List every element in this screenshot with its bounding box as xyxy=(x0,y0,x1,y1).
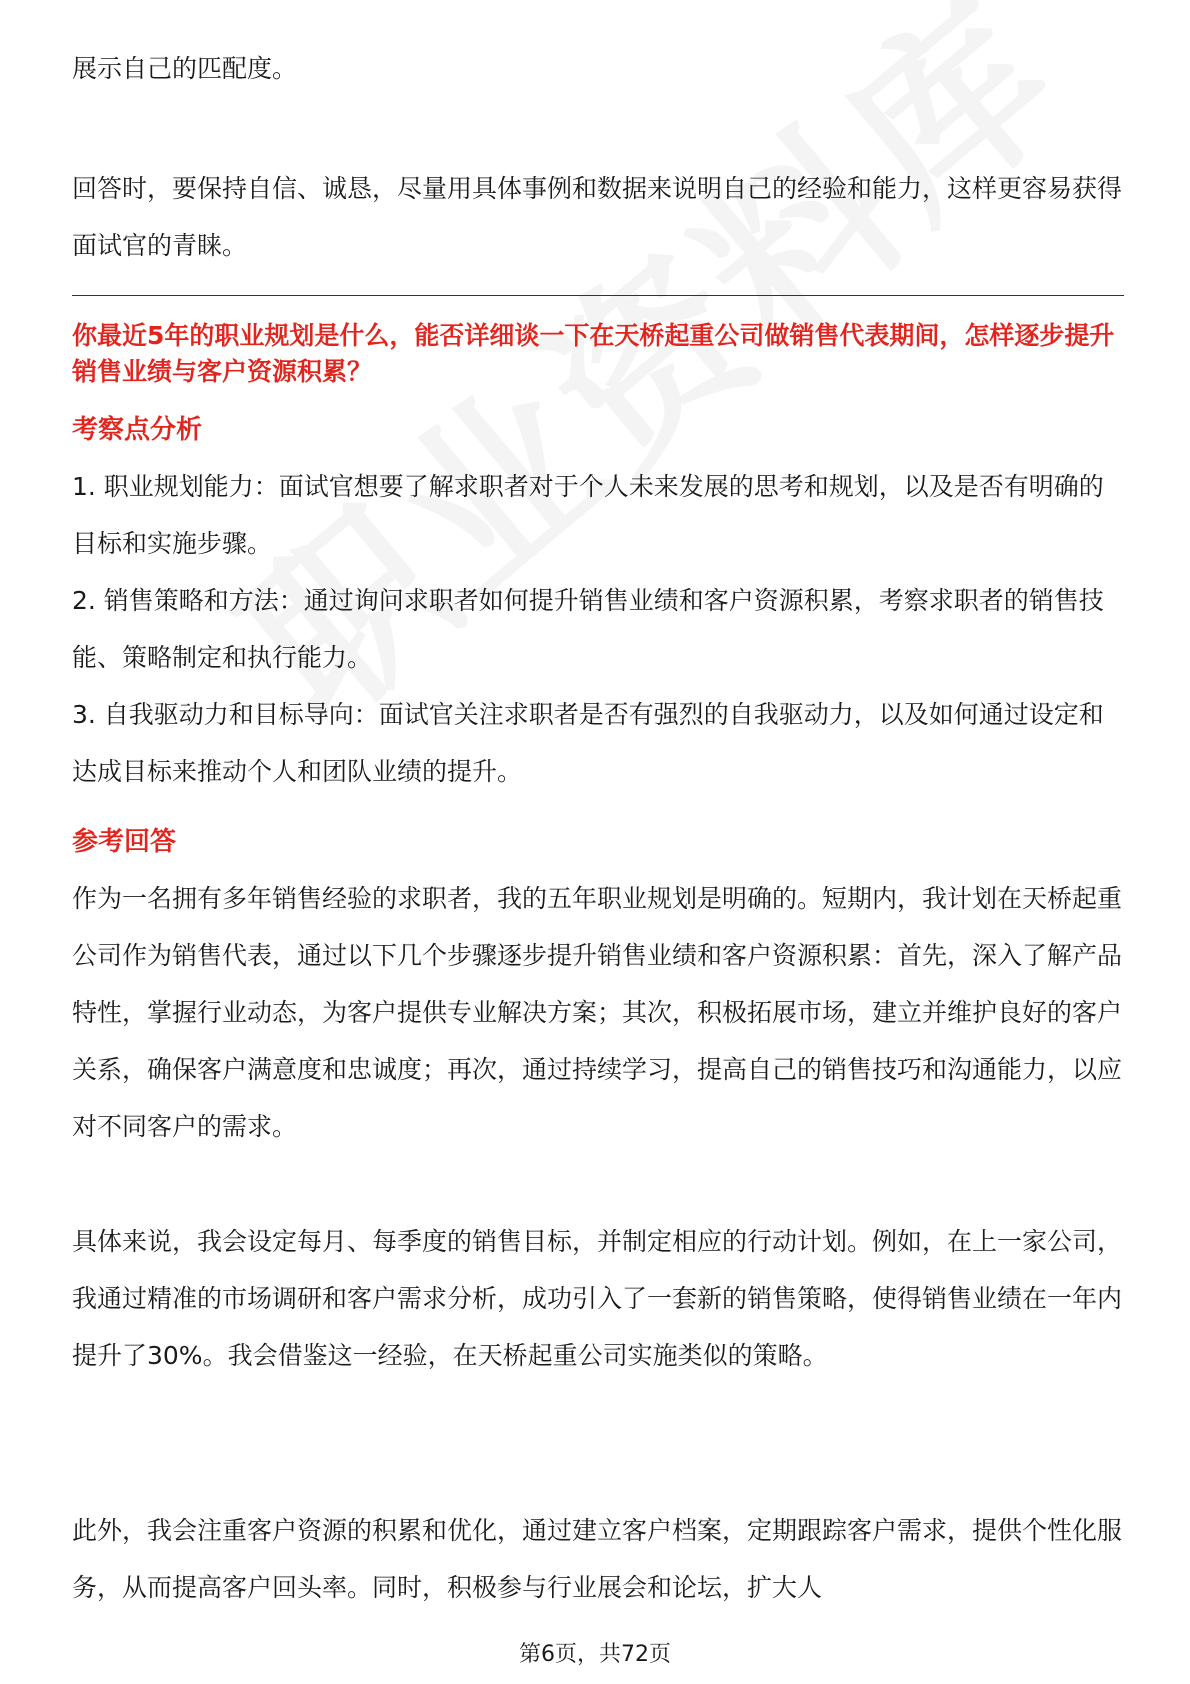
list-item: 2. 销售策略和方法：通过询问求职者如何提升销售业绩和客户资源积累，考察求职者的销售技能、策略制定和执行能力。 xyxy=(72,586,1104,672)
answer-paragraph: 作为一名拥有多年销售经验的求职者，我的五年职业规划是明确的。短期内，我计划在天桥起重公司作为销售代表，通过以下几个步骤逐步提升销售业绩和客户资源积累：首先，深入了解产品特性，掌握行业动态，为客户提供专业解决方案；其次，积极拓展市场，建立并维护良好的客户关系，确保客户满意度和忠诚度；再次，通过持续学习，提高自己的销售技巧和沟通能力，以应对不同客户的需求。 xyxy=(72,884,1123,1141)
list-item: 3. 自我驱动力和目标导向：面试官关注求职者是否有强烈的自我驱动力，以及如何通过设定和达成目标来推动个人和团队业绩的提升。 xyxy=(72,700,1104,786)
answer-paragraph: 此外，我会注重客户资源的积累和优化，通过建立客户档案，定期跟踪客户需求，提供个性化服务，从而提高客户回头率。同时，积极参与行业展会和论坛，扩大人 xyxy=(72,1516,1123,1602)
continuation-paragraph: 展示自己的匹配度。 xyxy=(72,54,298,83)
section-divider xyxy=(72,295,1124,296)
analysis-list xyxy=(72,458,1122,800)
answer-paragraph: 具体来说，我会设定每月、每季度的销售目标，并制定相应的行动计划。例如，在上一家公司，我通过精准的市场调研和客户需求分析，成功引入了一套新的销售策略，使得销售业绩在一年内提升了30%。我会借鉴这一经验，在天桥起重公司实施类似的策略。 xyxy=(72,1227,1123,1370)
continuation-paragraph: 回答时，要保持自信、诚恳，尽量用具体事例和数据来说明自己的经验和能力，这样更容易获得面试官的青睐。 xyxy=(72,174,1123,260)
answer-heading: 参考回答 xyxy=(72,827,177,857)
page-number-footer: 第6页，共72页 xyxy=(519,1642,671,1667)
analysis-heading: 考察点分析 xyxy=(72,415,203,445)
list-item: 1. 职业规划能力：面试官想要了解求职者对于个人未来发展的思考和规划，以及是否有明确的目标和实施步骤。 xyxy=(72,472,1104,558)
interview-question: 你最近5年的职业规划是什么，能否详细谈一下在天桥起重公司做销售代表期间，怎样逐步提升销售业绩与客户资源积累？ xyxy=(72,321,1115,386)
